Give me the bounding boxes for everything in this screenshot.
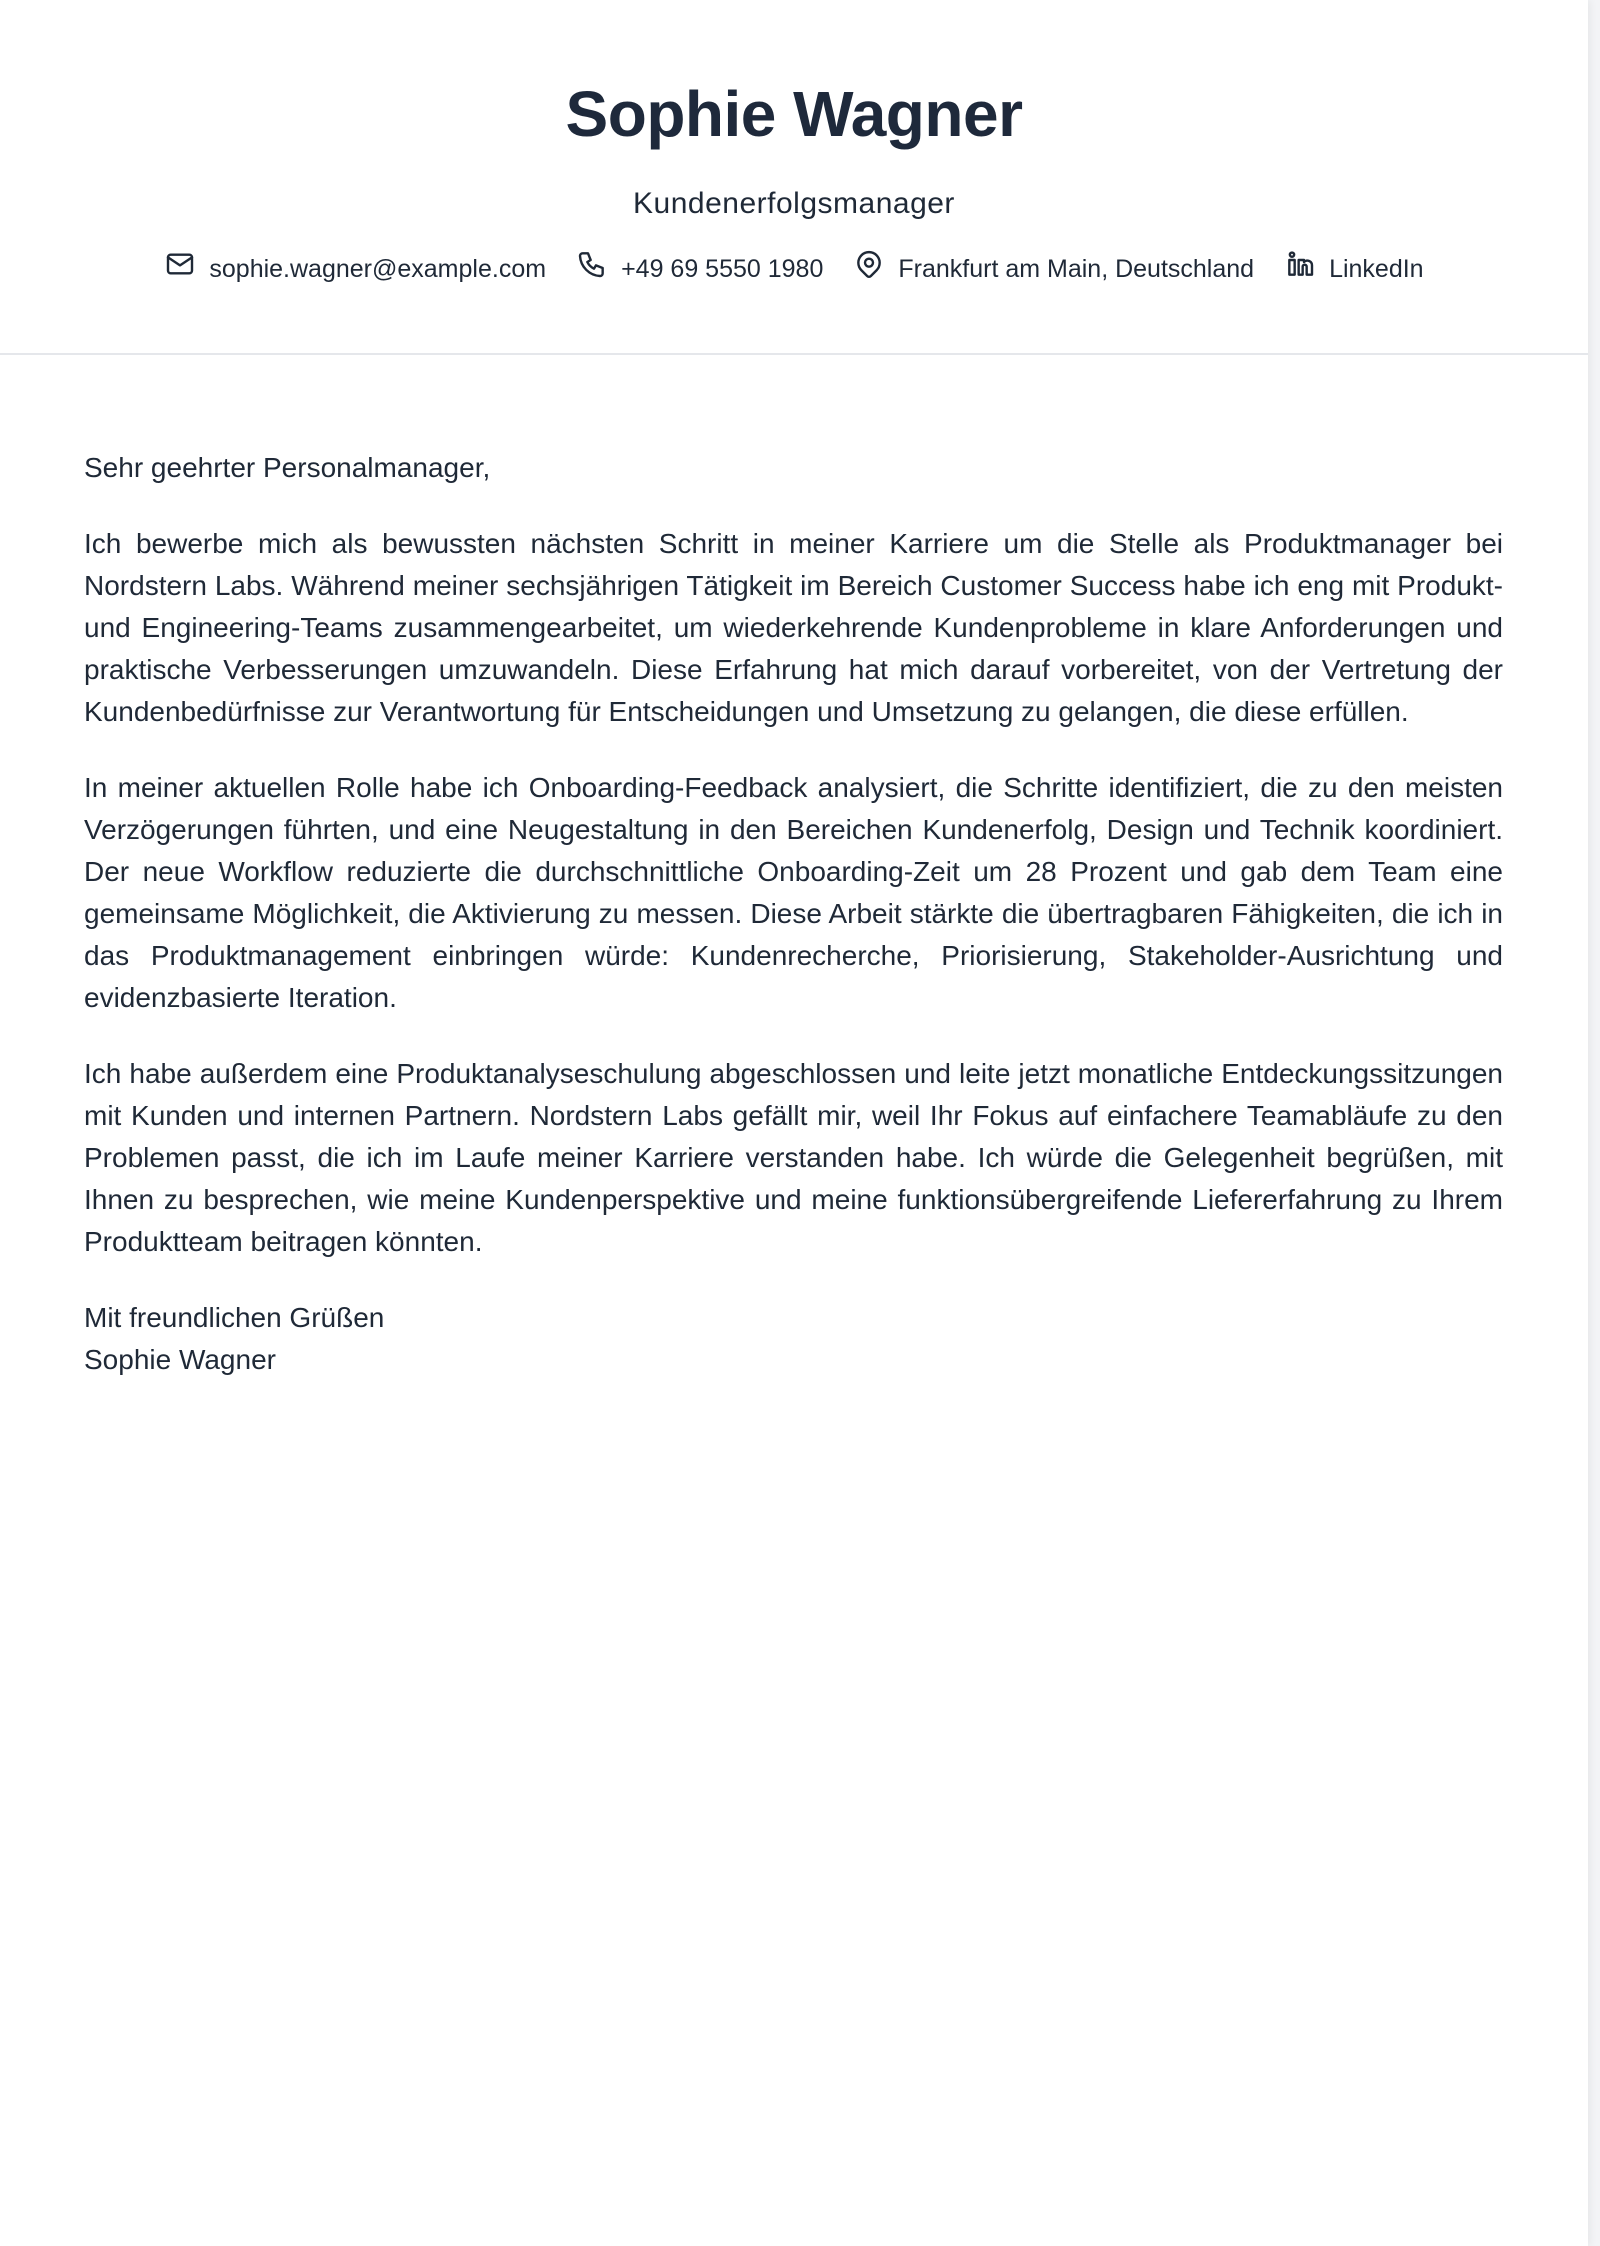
contact-phone[interactable] — [576, 248, 823, 289]
applicant-name: Sophie Wagner — [565, 78, 1023, 150]
mail-icon — [164, 248, 196, 289]
letter-greeting: Sehr geehrter Personalmanager, — [84, 452, 491, 483]
letter-body — [0, 355, 1588, 1381]
contact-email[interactable] — [164, 248, 546, 289]
letter-closing: Mit freundlichen Grüßen — [84, 1302, 385, 1333]
applicant-role: Kundenerfolgsmanager — [633, 187, 955, 220]
contact-location — [853, 248, 1254, 289]
letter-signature: Sophie Wagner — [84, 1344, 276, 1375]
letter-paragraph-1: Ich bewerbe mich als bewussten nächsten Schritt in meiner Karriere um die Stelle als Produktmanager bei Nordstern Labs. Während meiner sechsjährigen Tätigkeit im Bereich Customer Success habe ich eng mit Produkt- und Engineering-Teams zusammengearbeitet, um wiederkehrende Kundenprobleme in klare Anforderungen und praktische Verbesserungen umzuwandeln. Diese Erfahrung hat mich darauf vorbereitet, von der Vertretung der Kundenbedürfnisse zur Verantwortung für Entscheidungen und Umsetzung zu gelangen, die diese erfüllen. — [84, 528, 1503, 727]
contact-location-text: Frankfurt am Main, Deutschland — [898, 254, 1255, 283]
location-pin-icon — [853, 248, 885, 289]
phone-icon — [576, 248, 608, 289]
letter-header — [0, 0, 1588, 355]
contact-email-text: sophie.wagner@example.com — [209, 254, 547, 283]
linkedin-icon — [1284, 248, 1316, 289]
contact-linkedin[interactable] — [1284, 248, 1424, 289]
contact-linkedin-text: LinkedIn — [1329, 254, 1424, 283]
letter-paragraph-2: In meiner aktuellen Rolle habe ich Onboarding-Feedback analysiert, die Schritte identifiziert, die zu den meisten Verzögerungen führten, und eine Neugestaltung in den Bereichen Kundenerfolg, Design und Technik koordiniert. Der neue Workflow reduzierte die durchschnittliche Onboarding-Zeit um 28 Prozent und gab dem Team eine gemeinsame Möglichkeit, die Aktivierung zu messen. Diese Arbeit stärkte die übertragbaren Fähigkeiten, die ich in das Produktmanagement einbringen würde: Kundenrecherche, Priorisierung, Stakeholder-Ausrichtung und evidenzbasierte Iteration. — [84, 772, 1503, 1013]
contact-row — [0, 248, 1588, 289]
letter-paragraph-3: Ich habe außerdem eine Produktanalyseschulung abgeschlossen und leite jetzt monatliche Entdeckungssitzungen mit Kunden und internen Partnern. Nordstern Labs gefällt mir, weil Ihr Fokus auf einfachere Teamabläufe zu den Problemen passt, die ich im Laufe meiner Karriere verstanden habe. Ich würde die Gelegenheit begrüßen, mit Ihnen zu besprechen, wie meine Kundenperspektive und meine funktionsübergreifende Liefererfahrung zu Ihrem Produktteam beitragen könnten. — [84, 1058, 1503, 1257]
contact-phone-text: +49 69 5550 1980 — [621, 254, 824, 283]
